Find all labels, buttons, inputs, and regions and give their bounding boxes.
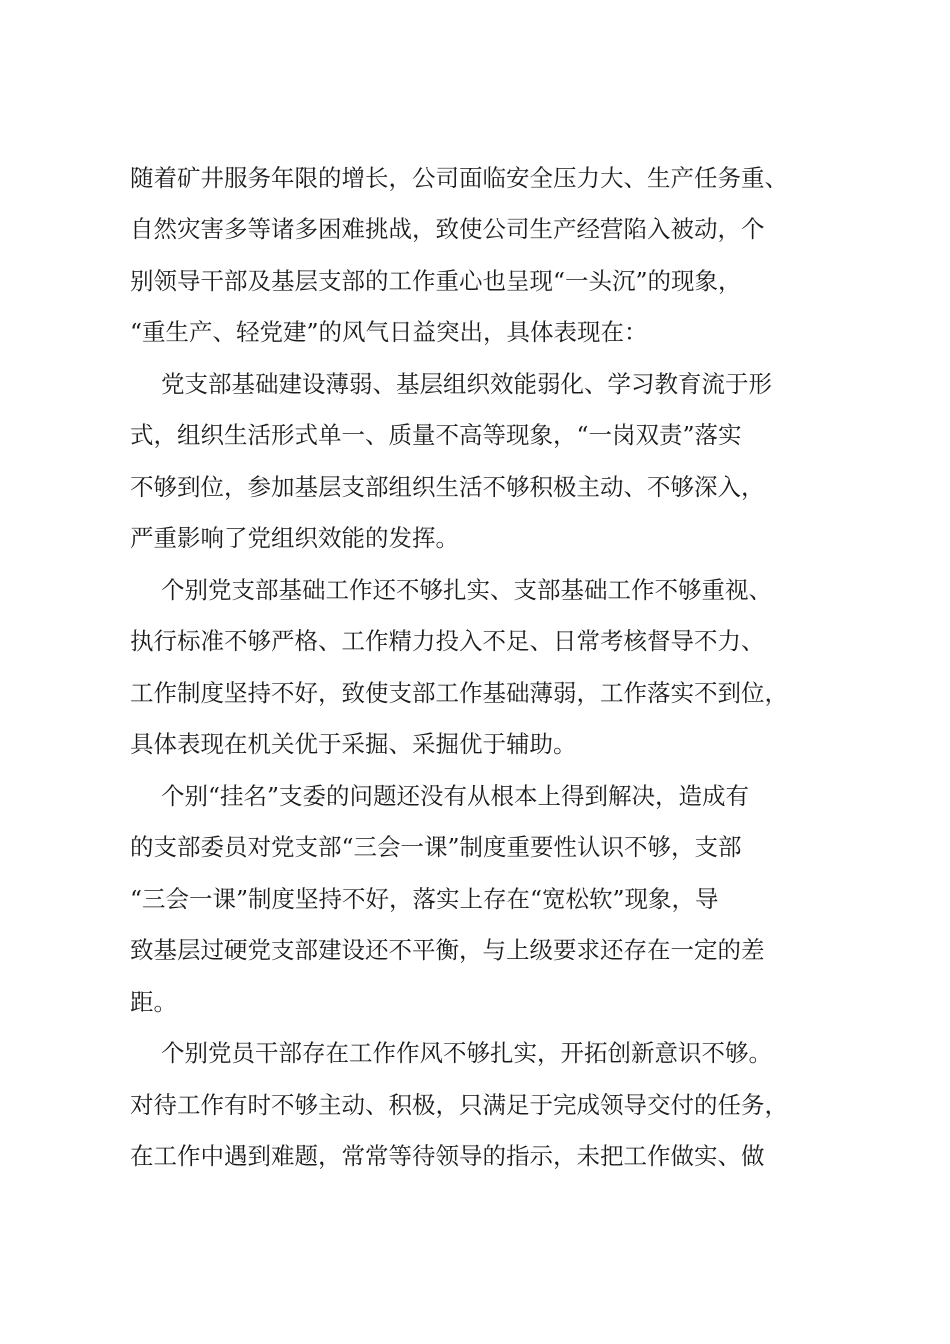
paragraph-line: 个别党员干部存在工作作风不够扎实，开拓创新意识不够。 bbox=[161, 1039, 772, 1067]
paragraph-line: “三会一课”制度坚持不好，落实上存在“宽松软”现象，导 bbox=[130, 885, 719, 913]
paragraph-line: 对待工作有时不够主动、积极，只满足于完成领导交付的任务， bbox=[130, 1091, 788, 1119]
paragraph-line: 自然灾害多等诸多困难挑战，致使公司生产经营陷入被动，个 bbox=[130, 215, 765, 243]
paragraph-line: 致基层过硬党支部建设还不平衡，与上级要求还存在一定的差 bbox=[130, 936, 765, 964]
paragraph-line: 严重影响了党组织效能的发挥。 bbox=[130, 524, 459, 552]
paragraph-line: 距。 bbox=[130, 988, 177, 1016]
paragraph-line: “重生产、轻党建”的风气日益突出，具体表现在： bbox=[130, 318, 648, 346]
paragraph-line: 党支部基础建设薄弱、基层组织效能弱化、学习教育流于形 bbox=[161, 370, 772, 398]
paragraph-line: 的支部委员对党支部“三会一课”制度重要性认识不够，支部 bbox=[130, 833, 742, 861]
paragraph-line: 具体表现在机关优于采掘、采掘优于辅助。 bbox=[130, 730, 577, 758]
paragraph-line: 式，组织生活形式单一、质量不高等现象，“一岗双责”落实 bbox=[130, 421, 742, 449]
paragraph-line: 随着矿井服务年限的增长，公司面临安全压力大、生产任务重、 bbox=[130, 164, 788, 192]
paragraph-line: 工作制度坚持不好，致使支部工作基础薄弱，工作落实不到位， bbox=[130, 679, 788, 707]
paragraph-line: 别领导干部及基层支部的工作重心也呈现“一头沉”的现象， bbox=[130, 267, 742, 295]
paragraph-line: 个别党支部基础工作还不够扎实、支部基础工作不够重视、 bbox=[161, 576, 772, 604]
paragraph-line: 个别“挂名”支委的问题还没有从根本上得到解决，造成有 bbox=[161, 782, 750, 810]
paragraph-line: 执行标准不够严格、工作精力投入不足、日常考核督导不力、 bbox=[130, 627, 765, 655]
paragraph-line: 在工作中遇到难题，常常等待领导的指示，未把工作做实、做 bbox=[130, 1142, 765, 1170]
paragraph-line: 不够到位，参加基层支部组织生活不够积极主动、不够深入， bbox=[130, 473, 765, 501]
